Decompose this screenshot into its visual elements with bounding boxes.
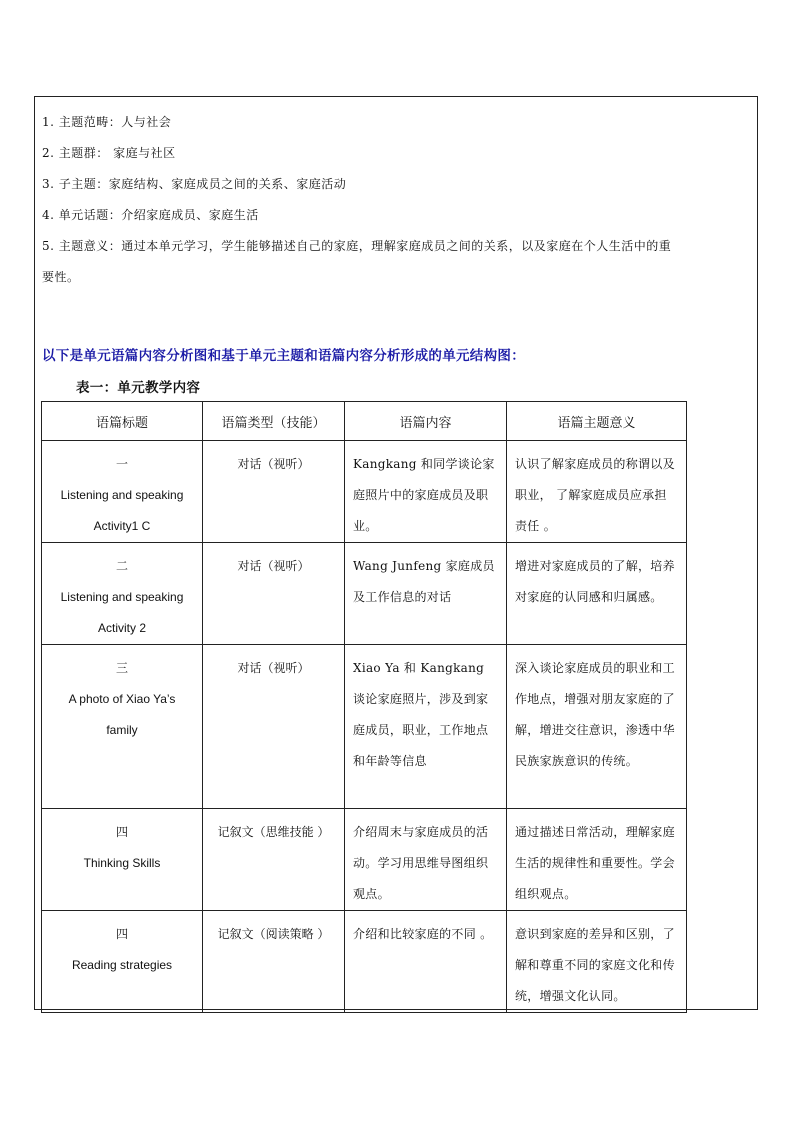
cell-type: 对话（视听） [203, 441, 345, 543]
intro-heading: 以下是单元语篇内容分析图和基于单元主题和语篇内容分析形成的单元结构图： [42, 348, 525, 364]
cell-content: Wang Junfeng 家庭成员及工作信息的对话 [345, 543, 507, 645]
table-row [42, 441, 687, 543]
topic-significance: 5. 主题意义：通过本单元学习，学生能够描述自己的家庭，理解家庭成员之间的关系，以及家庭在个人生活中的重 [42, 239, 672, 253]
cell-type: 对话（视听） [203, 543, 345, 645]
title-line: A photo of Xiao Ya’s [68, 692, 176, 706]
cell-type: 记叙文（思维技能 ） [203, 809, 345, 911]
unit-topic: 4. 单元话题：介绍家庭成员、家庭生活 [42, 208, 259, 222]
cell-meaning: 通过描述日常活动，理解家庭生活的规律性和重要性。学会组织观点。 [507, 809, 687, 911]
unit-content-table [41, 401, 687, 1013]
header-content: 语篇内容 [345, 402, 507, 441]
cell-title [42, 441, 203, 543]
cell-title [42, 809, 203, 911]
title-number: 二 [115, 559, 128, 573]
table-title: 表一：单元教学内容 [76, 380, 201, 396]
title-line: Activity 2 [97, 621, 146, 635]
title-line: Thinking Skills [83, 856, 161, 870]
cell-title [42, 911, 203, 1013]
topic-category: 1. 主题范畴：人与社会 [42, 115, 172, 129]
title-line: Activity1 C [93, 519, 151, 533]
title-number: 四 [115, 825, 128, 839]
cell-content: Xiao Ya 和 Kangkang 谈论家庭照片，涉及到家庭成员，职业，工作地点和年龄等信息 [345, 645, 507, 809]
title-line: Listening and speaking [60, 488, 184, 502]
title-number: 四 [115, 927, 128, 941]
cell-title [42, 645, 203, 809]
table-row [42, 911, 687, 1013]
header-type: 语篇类型（技能） [203, 402, 345, 441]
cell-meaning: 认识了解家庭成员的称谓以及职业， 了解家庭成员应承担责任 。 [507, 441, 687, 543]
title-line: Listening and speaking [60, 590, 184, 604]
table-header-row [42, 402, 687, 441]
table-row [42, 543, 687, 645]
header-meaning: 语篇主题意义 [507, 402, 687, 441]
topic-group: 2. 主题群： 家庭与社区 [42, 146, 176, 160]
title-number: 三 [115, 661, 128, 675]
title-line: Reading strategies [71, 958, 173, 972]
table-row [42, 645, 687, 809]
cell-content: Kangkang 和同学谈论家庭照片中的家庭成员及职业。 [345, 441, 507, 543]
cell-type: 记叙文（阅读策略 ） [203, 911, 345, 1013]
sub-topic: 3. 子主题：家庭结构、家庭成员之间的关系、家庭活动 [42, 177, 347, 191]
topic-significance-cont: 要性。 [42, 270, 80, 284]
table-row [42, 809, 687, 911]
cell-type: 对话（视听） [203, 645, 345, 809]
cell-content: 介绍和比较家庭的不同 。 [345, 911, 507, 1013]
cell-title [42, 543, 203, 645]
title-line: family [106, 723, 138, 737]
cell-content: 介绍周末与家庭成员的活动。学习用思维导图组织观点。 [345, 809, 507, 911]
cell-meaning: 增进对家庭成员的了解，培养对家庭的认同感和归属感。 [507, 543, 687, 645]
header-title: 语篇标题 [42, 402, 203, 441]
cell-meaning: 深入谈论家庭成员的职业和工作地点，增强对朋友家庭的了解，增进交往意识，渗透中华民族家族意识的传统。 [507, 645, 687, 809]
title-number: 一 [115, 457, 128, 471]
cell-meaning: 意识到家庭的差异和区别，了解和尊重不同的家庭文化和传统，增强文化认同。 [507, 911, 687, 1013]
